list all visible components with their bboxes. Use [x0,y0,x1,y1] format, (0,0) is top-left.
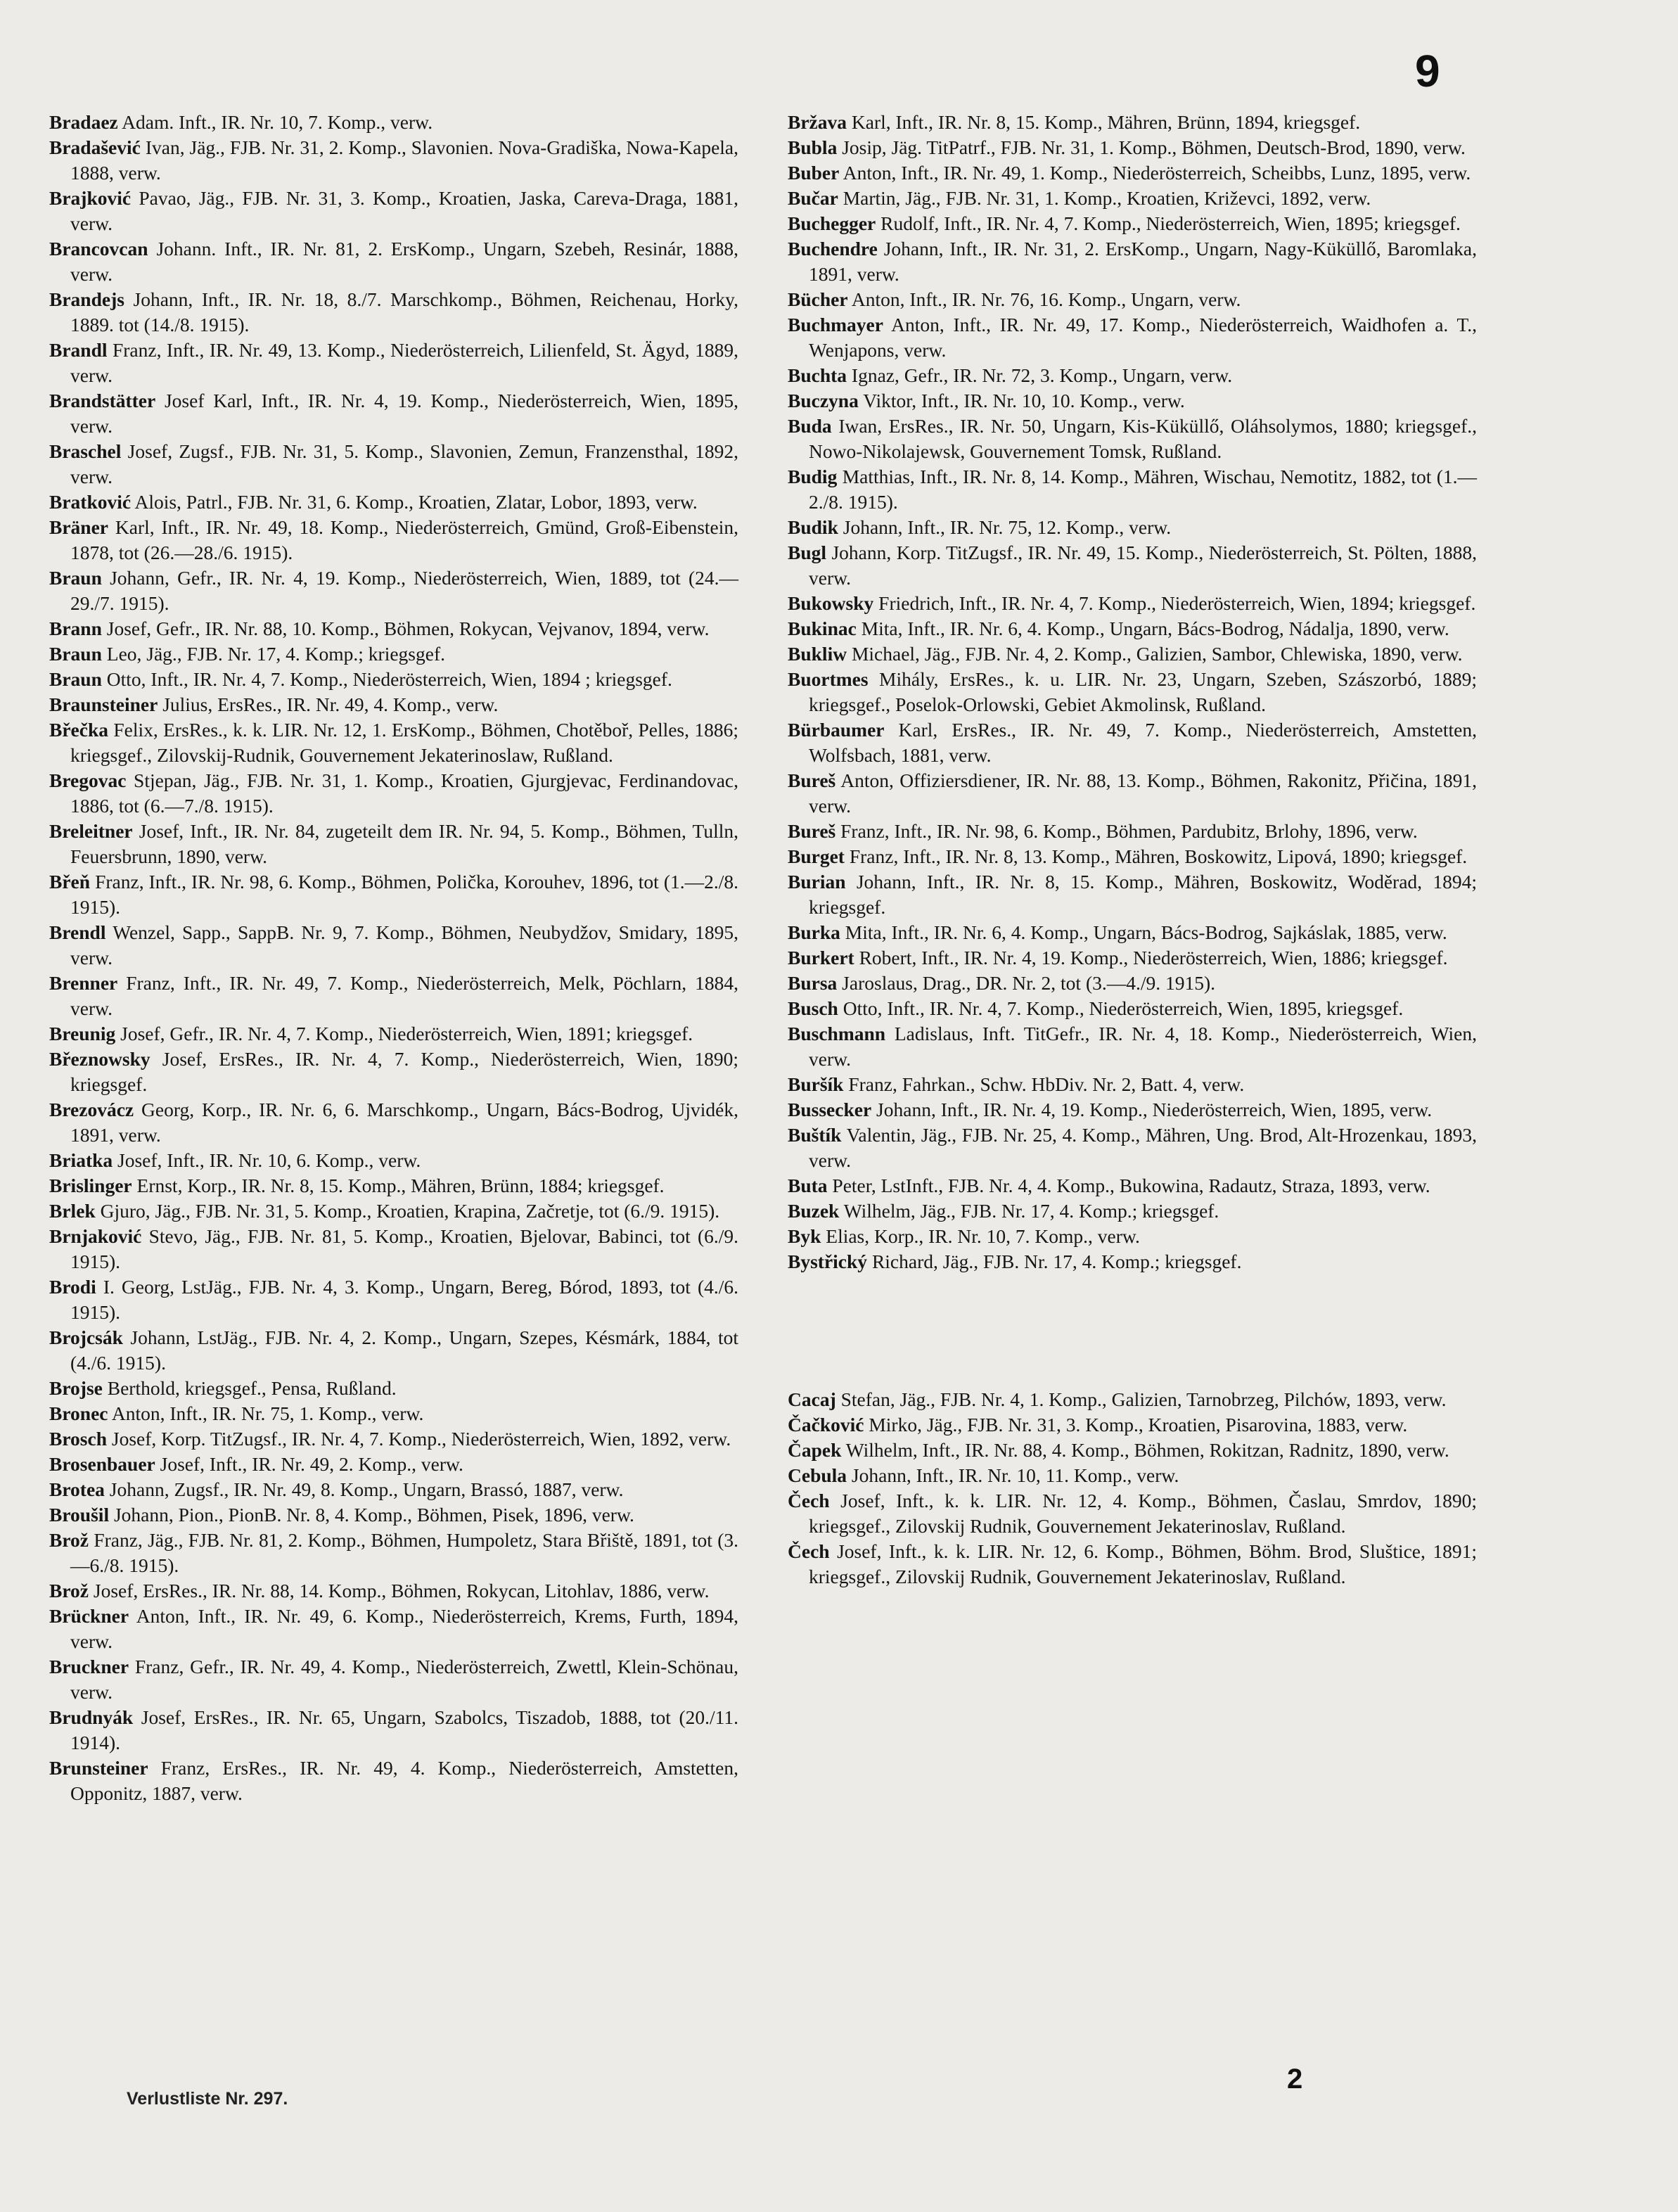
list-entry [49,1401,738,1426]
entry-surname: Bradašević [49,136,141,158]
list-entry [49,135,738,186]
list-entry [788,287,1477,312]
entry-details: Josef, Zugsf., FJB. Nr. 31, 5. Komp., Slavonien, Zemun, Franzensthal, 1892, verw. [70,440,739,487]
list-entry [788,1463,1477,1488]
entry-surname: Bücher [788,288,848,310]
entry-surname: Bureš [788,769,836,791]
entry-surname: Bratković [49,491,132,513]
right-column [788,110,1477,2065]
entry-details: Johann, Inft., IR. Nr. 18, 8./7. Marschkomp., Böhmen, Reichenau, Horky, 1889. tot (14./8. 1915). [70,288,739,335]
entry-surname: Brlek [49,1200,96,1222]
entry-surname: Braun [49,668,102,690]
entry-details: Karl, ErsRes., IR. Nr. 49, 7. Komp., Niederösterreich, Amstetten, Wolfsbach, 1881, verw. [809,719,1478,766]
entry-details: Iwan, ErsRes., IR. Nr. 50, Ungarn, Kis-Küküllő, Oláhsolymos, 1880; kriegsgef., Nowo-Nikolajewsk, Gouvernement Tomsk, Rußland. [809,415,1477,462]
entry-details: Mita, Inft., IR. Nr. 6, 4. Komp., Ungarn, Bács-Bodrog, Nádalja, 1890, verw. [861,618,1449,639]
entry-details: Josef, Gefr., IR. Nr. 4, 7. Komp., Niederösterreich, Wien, 1891; kriegsgef. [120,1023,693,1044]
list-entry [788,844,1477,869]
entry-details: Ivan, Jäg., FJB. Nr. 31, 2. Komp., Slavonien. Nova-Gradiška, Nowa-Kapela, 1888, verw. [70,136,739,184]
entry-surname: Buschmann [788,1023,886,1044]
list-entry [49,1756,738,1806]
entry-surname: Budig [788,466,838,487]
entry-details: Alois, Patrl., FJB. Nr. 31, 6. Komp., Kroatien, Zlatar, Lobor, 1893, verw. [134,491,698,513]
entry-surname: Břečka [49,719,109,741]
entry-surname: Brandl [49,339,108,361]
list-entry [788,819,1477,844]
entry-surname: Čech [788,1540,830,1562]
list-entry [49,565,738,616]
entry-surname: Byk [788,1225,821,1247]
entry-surname: Buchta [788,364,847,386]
entry-surname: Bradaez [49,111,118,133]
list-entry [49,1173,738,1198]
entry-details: Josef, Inft., IR. Nr. 49, 2. Komp., verw. [160,1453,463,1475]
entry-details: Josef, ErsRes., IR. Nr. 4, 7. Komp., Niederösterreich, Wien, 1890; kriegsgef. [70,1048,738,1095]
entry-details: Richard, Jäg., FJB. Nr. 17, 4. Komp.; kriegsgef. [871,1251,1242,1272]
list-entry [49,616,738,641]
entry-surname: Buchegger [788,212,876,234]
entry-details: Leo, Jäg., FJB. Nr. 17, 4. Komp.; kriegsgef. [106,643,445,665]
entry-surname: Brnjaković [49,1225,142,1247]
list-entry [49,1705,738,1756]
entry-surname: Brudnyák [49,1706,134,1728]
entry-details: Johann, Pion., PionB. Nr. 8, 4. Komp., Böhmen, Pisek, 1896, verw. [113,1504,634,1526]
entry-details: Robert, Inft., IR. Nr. 4, 19. Komp., Niederösterreich, Wien, 1886; kriegsgef. [859,947,1448,968]
entry-details: Ignaz, Gefr., IR. Nr. 72, 3. Komp., Ungarn, verw. [851,364,1233,386]
list-entry [788,1123,1477,1173]
entry-surname: Brotea [49,1478,105,1500]
entry-surname: Cacaj [788,1388,836,1410]
entry-details: Josef, Inft., IR. Nr. 10, 6. Komp., verw. [117,1149,421,1171]
list-entry [49,439,738,490]
entry-surname: Braschel [49,440,122,462]
entry-surname: Brož [49,1580,89,1602]
entry-surname: Bučar [788,187,838,209]
entry-details: Ernst, Korp., IR. Nr. 8, 15. Komp., Mähren, Brünn, 1884; kriegsgef. [136,1175,665,1196]
entry-surname: Buortmes [788,668,869,690]
entry-details: Anton, Inft., IR. Nr. 49, 6. Komp., Niederösterreich, Krems, Furth, 1894, verw. [70,1605,738,1652]
entry-surname: Bureš [788,820,836,842]
list-entry [788,920,1477,945]
list-entry [788,464,1477,515]
entry-surname: Buta [788,1175,828,1196]
list-entry [49,819,738,869]
entry-surname: Burget [788,845,845,867]
entry-details: Anton, Inft., IR. Nr. 49, 1. Komp., Niederösterreich, Scheibbs, Lunz, 1895, verw. [843,162,1471,184]
entry-details: Franz, Inft., IR. Nr. 49, 13. Komp., Niederösterreich, Lilienfeld, St. Ägyd, 1889, verw. [70,339,738,386]
entry-surname: Brojcsák [49,1326,123,1348]
list-entry [49,1021,738,1047]
entry-details: Franz, Gefr., IR. Nr. 49, 4. Komp., Niederösterreich, Zwettl, Klein-Schönau, verw. [70,1656,738,1703]
entry-surname: Broušil [49,1504,110,1526]
entry-surname: Buchendre [788,238,878,260]
entry-details: Johann, Zugsf., IR. Nr. 49, 8. Komp., Ungarn, Brassó, 1887, verw. [109,1478,624,1500]
list-entry [49,1426,738,1452]
entry-surname: Braunsteiner [49,693,158,715]
list-entry [49,1502,738,1528]
entry-details: Wenzel, Sapp., SappB. Nr. 9, 7. Komp., Böhmen, Neubydžov, Smidary, 1895, verw. [70,921,738,968]
list-entry [49,667,738,692]
entry-surname: Brancovcan [49,238,148,260]
list-entry [788,135,1477,160]
entry-details: Johann, Gefr., IR. Nr. 4, 19. Komp., Niederösterreich, Wien, 1889, tot (24.—29./7. 1915). [70,567,738,614]
entry-surname: Bukliw [788,643,847,665]
entry-surname: Brandejs [49,288,124,310]
entry-surname: Čech [788,1490,830,1511]
entry-surname: Breleitner [49,820,133,842]
entry-details: Anton, Inft., IR. Nr. 76, 16. Komp., Ungarn, verw. [851,288,1241,310]
list-entry [49,1224,738,1274]
entry-details: Franz, Jäg., FJB. Nr. 81, 2. Komp., Böhmen, Humpoletz, Stara Břiště, 1891, tot (3.—6./8. 1915). [70,1529,738,1576]
entry-surname: Cebula [788,1464,847,1486]
entry-surname: Bussecker [788,1099,872,1120]
entry-surname: Bubla [788,136,838,158]
entry-details: Franz, Inft., IR. Nr. 8, 13. Komp., Mähren, Boskowitz, Lipová, 1890; kriegsgef. [849,845,1468,867]
entry-details: Johann, Korp. TitZugsf., IR. Nr. 49, 15. Komp., Niederösterreich, St. Pölten, 1888, verw. [809,542,1478,589]
list-entry [788,540,1477,591]
entry-surname: Buczyna [788,390,859,411]
entry-details: Peter, LstInft., FJB. Nr. 4, 4. Komp., Bukowina, Radautz, Straza, 1893, verw. [832,1175,1430,1196]
entry-surname: Čapek [788,1439,842,1461]
columns [49,110,1477,2065]
list-entry [788,211,1477,236]
list-entry [788,1072,1477,1097]
entry-surname: Brislinger [49,1175,132,1196]
entry-details: Josef, Korp. TitZugsf., IR. Nr. 4, 7. Komp., Niederösterreich, Wien, 1892, verw. [111,1428,731,1450]
entry-details: Johann, Inft., IR. Nr. 75, 12. Komp., verw. [843,516,1172,538]
entry-details: Karl, Inft., IR. Nr. 8, 15. Komp., Mähren, Brünn, 1894, kriegsgef. [851,111,1361,133]
entry-surname: Braun [49,643,102,665]
list-entry [49,236,738,287]
entry-details: Josef, ErsRes., IR. Nr. 88, 14. Komp., Böhmen, Rokycan, Litohlav, 1886, verw. [93,1580,710,1602]
entry-surname: Březnowsky [49,1048,150,1070]
list-entry [788,667,1477,717]
right-column-b-entries [788,110,1477,1274]
entry-details: Valentin, Jäg., FJB. Nr. 25, 4. Komp., Mähren, Ung. Brod, Alt-Hrozenkau, 1893, verw. [809,1124,1477,1171]
entry-details: Friedrich, Inft., IR. Nr. 4, 7. Komp., Niederösterreich, Wien, 1894; kriegsgef. [878,592,1476,614]
list-entry [49,1528,738,1578]
list-entry [49,692,738,717]
entry-details: Jaroslaus, Drag., DR. Nr. 2, tot (3.—4./9. 1915). [842,972,1216,994]
entry-details: Berthold, kriegsgef., Pensa, Rußland. [107,1377,397,1399]
entry-details: Johann, LstJäg., FJB. Nr. 4, 2. Komp., Ungarn, Szepes, Késmárk, 1884, tot (4./6. 1915). [70,1326,738,1374]
list-entry [788,971,1477,996]
entry-surname: Bursa [788,972,838,994]
list-entry [788,717,1477,768]
list-entry [788,591,1477,616]
list-entry [49,1654,738,1705]
entry-surname: Brann [49,618,102,639]
entry-details: Otto, Inft., IR. Nr. 4, 7. Komp., Niederösterreich, Wien, 1894 ; kriegsgef. [106,668,672,690]
entry-surname: Brosenbauer [49,1453,155,1475]
list-entry [49,388,738,439]
entry-surname: Buzek [788,1200,840,1222]
footer-list-label: Verlustliste Nr. 297. [127,2089,288,2109]
entry-details: Johann. Inft., IR. Nr. 81, 2. ErsKomp., Ungarn, Szebeh, Resinár, 1888, verw. [70,238,739,285]
list-entry [788,388,1477,414]
entry-surname: Bregovac [49,769,127,791]
entry-surname: Bürbaumer [788,719,885,741]
list-entry [49,768,738,819]
list-entry [788,1412,1477,1438]
entry-surname: Breunig [49,1023,116,1044]
entry-surname: Brunsteiner [49,1757,148,1779]
right-column-c-entries [788,1387,1477,1590]
list-entry [788,768,1477,819]
list-entry [49,1604,738,1654]
list-entry [788,515,1477,540]
entry-details: Martin, Jäg., FJB. Nr. 31, 1. Komp., Kroatien, Križevci, 1892, verw. [843,187,1371,209]
entry-details: Anton, Offiziersdiener, IR. Nr. 88, 13. Komp., Böhmen, Rakonitz, Přičina, 1891, verw. [809,769,1477,817]
list-entry [49,641,738,667]
entry-details: Georg, Korp., IR. Nr. 6, 6. Marschkomp., Ungarn, Bács-Bodrog, Ujvidék, 1891, verw. [70,1099,739,1146]
entry-details: Julius, ErsRes., IR. Nr. 49, 4. Komp., verw. [162,693,499,715]
entry-details: Anton, Inft., IR. Nr. 49, 17. Komp., Niederösterreich, Waidhofen a. T., Wenjapons, verw. [809,314,1478,361]
entry-details: Josef, Inft., k. k. LIR. Nr. 12, 4. Komp., Böhmen, Časlau, Smrdov, 1890; kriegsgef., Zilovskij Rudnik, Gouvernement Jekaterinoslav, Rußland. [809,1490,1477,1537]
entry-details: Wilhelm, Inft., IR. Nr. 88, 4. Komp., Böhmen, Rokitzan, Radnitz, 1890, verw. [845,1439,1449,1461]
entry-surname: Burian [788,871,846,893]
entry-details: Ladislaus, Inft. TitGefr., IR. Nr. 4, 18. Komp., Niederösterreich, Wien, verw. [809,1023,1477,1070]
list-entry [788,1198,1477,1224]
list-entry [49,1477,738,1502]
list-entry [49,287,738,338]
list-entry [49,1198,738,1224]
list-entry [788,1173,1477,1198]
entry-surname: Burka [788,921,840,943]
entry-details: I. Georg, LstJäg., FJB. Nr. 4, 3. Komp., Ungarn, Bereg, Bórod, 1893, tot (4./6. 1915). [70,1276,739,1323]
list-entry [49,1452,738,1477]
list-entry [49,1274,738,1325]
list-entry [788,641,1477,667]
entry-surname: Buštík [788,1124,842,1146]
list-entry [788,1488,1477,1539]
entry-details: Mihály, ErsRes., k. u. LIR. Nr. 23, Ungarn, Szeben, Szászorbó, 1889; kriegsgef., Poselok-Orlowski, Gebiet Akmolinsk, Rußland. [809,668,1478,715]
list-entry [788,1387,1477,1412]
entry-details: Stjepan, Jäg., FJB. Nr. 31, 1. Komp., Kroatien, Gjurgjevac, Ferdinandovac, 1886, tot (6.—7./8. 1915). [70,769,738,817]
entry-surname: Brajković [49,187,132,209]
list-entry [49,515,738,565]
entry-details: Josef, ErsRes., IR. Nr. 65, Ungarn, Szabolcs, Tiszadob, 1888, tot (20./11. 1914). [70,1706,738,1753]
entry-details: Johann, Inft., IR. Nr. 4, 19. Komp., Niederösterreich, Wien, 1895, verw. [876,1099,1433,1120]
entry-details: Josef, Inft., k. k. LIR. Nr. 12, 6. Komp., Böhmen, Böhm. Brod, Sluštice, 1891; kriegsgef., Zilovskij Rudnik, Gouvernement Jekaterinoslav, Rußland. [809,1540,1478,1587]
entry-surname: Brückner [49,1605,129,1627]
list-entry [49,1578,738,1604]
entry-surname: Brandstätter [49,390,156,411]
list-entry [788,869,1477,920]
list-entry [788,616,1477,641]
entry-surname: Budik [788,516,838,538]
entry-details: Josip, Jäg. TitPatrf., FJB. Nr. 31, 1. Komp., Böhmen, Deutsch-Brod, 1890, verw. [842,136,1466,158]
list-entry [788,945,1477,971]
entry-surname: Brodi [49,1276,96,1298]
entry-surname: Čačković [788,1414,864,1436]
entry-surname: Brojse [49,1377,103,1399]
list-entry [788,363,1477,388]
list-entry [49,490,738,515]
list-entry [49,717,738,768]
entry-details: Stevo, Jäg., FJB. Nr. 81, 5. Komp., Kroatien, Bjelovar, Babinci, tot (6./9. 1915). [70,1225,738,1272]
entry-surname: Bržava [788,111,847,133]
footer-sheet-number: 2 [1287,2064,1303,2095]
entry-surname: Buber [788,162,840,184]
entry-surname: Brosch [49,1428,108,1450]
list-entry [788,996,1477,1021]
entry-surname: Břeň [49,871,91,893]
entry-surname: Busch [788,997,838,1019]
list-entry [49,1097,738,1148]
list-entry [49,920,738,971]
list-entry [788,1224,1477,1249]
list-entry [49,186,738,236]
entry-surname: Brezovácz [49,1099,134,1120]
page-number: 9 [1415,46,1440,96]
entry-details: Otto, Inft., IR. Nr. 4, 7. Komp., Niederösterreich, Wien, 1895, kriegsgef. [843,997,1404,1019]
entry-details: Franz, Inft., IR. Nr. 98, 6. Komp., Böhmen, Polička, Korouhev, 1896, tot (1.—2./8. 1915). [70,871,738,918]
list-entry [49,1148,738,1173]
entry-surname: Buršík [788,1073,844,1095]
entry-details: Josef, Gefr., IR. Nr. 88, 10. Komp., Böhmen, Rokycan, Vejvanov, 1894, verw. [106,618,710,639]
entry-surname: Brenner [49,972,118,994]
list-entry [788,414,1477,464]
entry-details: Karl, Inft., IR. Nr. 49, 18. Komp., Niederösterreich, Gmünd, Groß-Eibenstein, 1878, tot (26.—28./6. 1915). [70,516,739,563]
entry-details: Elias, Korp., IR. Nr. 10, 7. Komp., verw. [826,1225,1140,1247]
entry-surname: Burkert [788,947,854,968]
list-entry [788,1097,1477,1123]
entry-details: Johann, Inft., IR. Nr. 10, 11. Komp., verw. [851,1464,1179,1486]
list-entry [788,1249,1477,1274]
entry-surname: Briatka [49,1149,113,1171]
entry-surname: Buda [788,415,832,437]
list-entry [49,110,738,135]
entry-surname: Bräner [49,516,109,538]
list-entry [49,869,738,920]
list-entry [788,1438,1477,1463]
entry-details: Josef, Inft., IR. Nr. 84, zugeteilt dem IR. Nr. 94, 5. Komp., Böhmen, Tulln, Feuersbrunn, 1890, verw. [70,820,738,867]
entry-surname: Buchmayer [788,314,883,335]
entry-details: Mita, Inft., IR. Nr. 6, 4. Komp., Ungarn, Bács-Bodrog, Sajkáslak, 1885, verw. [845,921,1447,943]
list-entry [788,110,1477,135]
entry-details: Josef Karl, Inft., IR. Nr. 4, 19. Komp., Niederösterreich, Wien, 1895, verw. [70,390,739,437]
entry-details: Franz, Inft., IR. Nr. 49, 7. Komp., Niederösterreich, Melk, Pöchlarn, 1884, verw. [70,972,738,1019]
entry-details: Adam. Inft., IR. Nr. 10, 7. Komp., verw. [122,111,433,133]
entry-details: Stefan, Jäg., FJB. Nr. 4, 1. Komp., Galizien, Tarnobrzeg, Pilchów, 1893, verw. [840,1388,1447,1410]
list-entry [788,160,1477,186]
list-entry [788,1021,1477,1072]
entry-details: Mirko, Jäg., FJB. Nr. 31, 3. Komp., Kroatien, Pisarovina, 1883, verw. [869,1414,1408,1436]
entry-details: Rudolf, Inft., IR. Nr. 4, 7. Komp., Niederösterreich, Wien, 1895; kriegsgef. [880,212,1461,234]
entry-surname: Braun [49,567,102,589]
list-entry [49,971,738,1021]
entry-surname: Bystřický [788,1251,868,1272]
list-entry [788,312,1477,363]
entry-surname: Brendl [49,921,106,943]
entry-details: Franz, Fahrkan., Schw. HbDiv. Nr. 2, Batt. 4, verw. [848,1073,1245,1095]
entry-details: Johann, Inft., IR. Nr. 8, 15. Komp., Mähren, Boskowitz, Woděrad, 1894; kriegsgef. [809,871,1478,918]
entry-details: Felix, ErsRes., k. k. LIR. Nr. 12, 1. ErsKomp., Böhmen, Chotěboř, Pelles, 1886; kriegsgef., Zilovskij-Rudnik, Gouvernement Jekaterinoslaw, Rußland. [70,719,738,766]
list-entry [788,236,1477,287]
entry-details: Pavao, Jäg., FJB. Nr. 31, 3. Komp., Kroatien, Jaska, Careva-Draga, 1881, verw. [70,187,739,234]
list-entry [49,1325,738,1376]
entry-details: Johann, Inft., IR. Nr. 31, 2. ErsKomp., Ungarn, Nagy-Küküllő, Baromlaka, 1891, verw. [809,238,1477,285]
entry-surname: Bukowsky [788,592,874,614]
entry-details: Matthias, Inft., IR. Nr. 8, 14. Komp., Mähren, Wischau, Nemotitz, 1882, tot (1.—2./8. 1915). [809,466,1477,513]
entry-details: Wilhelm, Jäg., FJB. Nr. 17, 4. Komp.; kriegsgef. [843,1200,1219,1222]
left-column [49,110,738,2065]
entry-details: Franz, ErsRes., IR. Nr. 49, 4. Komp., Niederösterreich, Amstetten, Opponitz, 1887, verw. [70,1757,738,1804]
entry-details: Gjuro, Jäg., FJB. Nr. 31, 5. Komp., Kroatien, Krapina, Začretje, tot (6./9. 1915). [100,1200,720,1222]
entry-surname: Bugl [788,542,827,563]
entry-details: Anton, Inft., IR. Nr. 75, 1. Komp., verw. [111,1402,424,1424]
section-gap [788,1274,1477,1387]
list-entry [49,1047,738,1097]
entry-surname: Brož [49,1529,89,1551]
list-entry [49,338,738,388]
entry-details: Franz, Inft., IR. Nr. 98, 6. Komp., Böhmen, Pardubitz, Brlohy, 1896, verw. [840,820,1418,842]
list-entry [49,1376,738,1401]
list-entry [788,1539,1477,1590]
list-entry [788,186,1477,211]
entry-surname: Bronec [49,1402,108,1424]
entry-surname: Bruckner [49,1656,129,1677]
entry-details: Viktor, Inft., IR. Nr. 10, 10. Komp., verw. [863,390,1185,411]
entry-surname: Bukinac [788,618,857,639]
entry-details: Michael, Jäg., FJB. Nr. 4, 2. Komp., Galizien, Sambor, Chlewiska, 1890, verw. [851,643,1463,665]
